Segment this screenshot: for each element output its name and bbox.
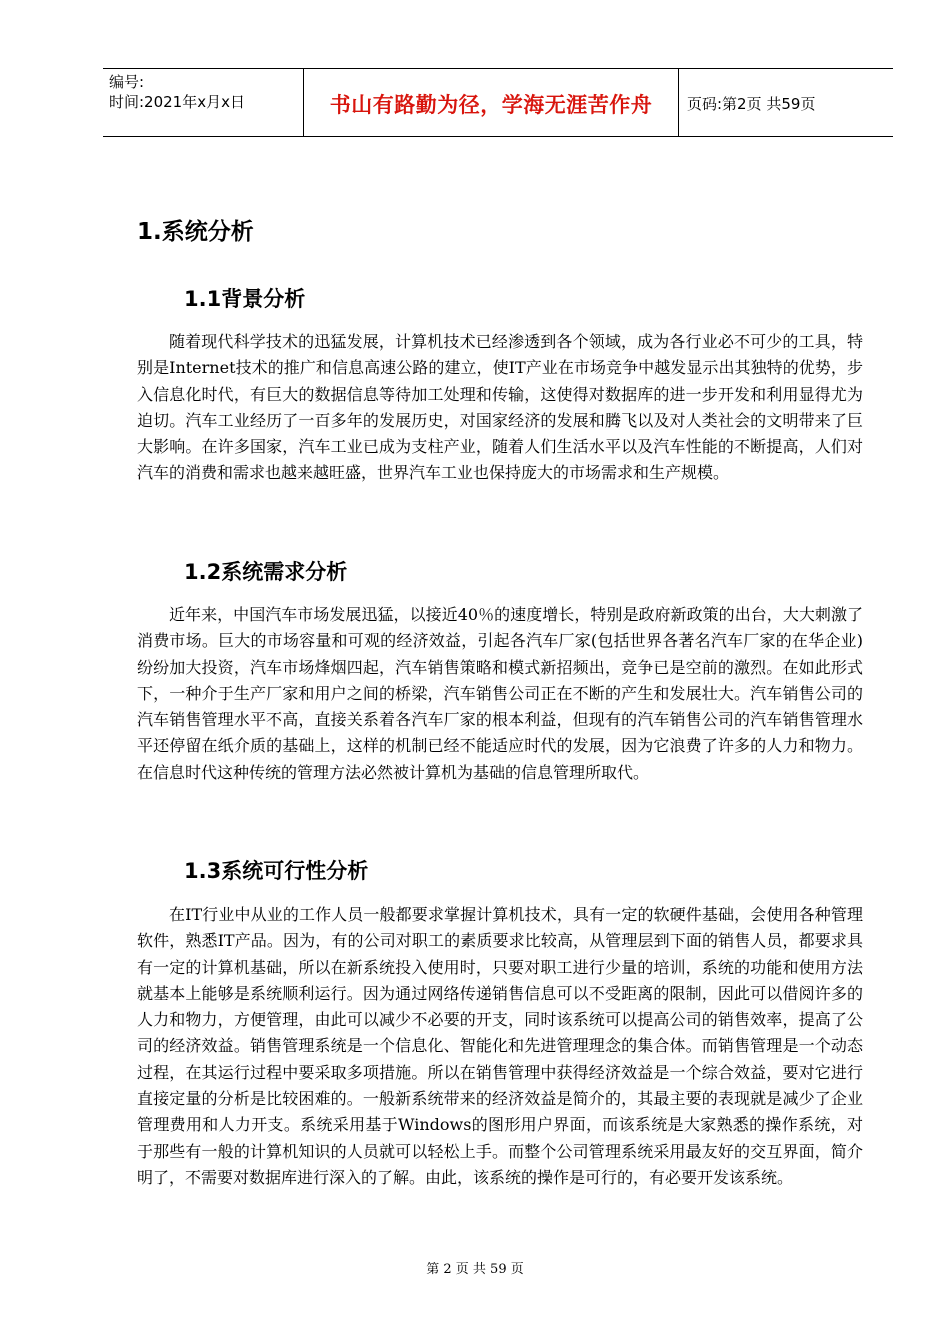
number-label: 编号: — [109, 73, 145, 91]
section-paragraph-1-3: 在IT行业中从业的工作人员一般都要求掌握计算机技术，具有一定的软硬件基础，会使用各种管理软件，熟悉IT产品。因为，有的公司对职工的素质要求比较高，从管理层到下面的销售人员，都要求具有一定的计算机基础，所以在新系统投入使用时，只要对职工进行少量的培训，系统的功能和使用方法就基本上能够是系统顺利运行。因为通过网络传递销售信息可以不受距离的限制，因此可以借阅许多的人力和物力，方便管理，由此可以减少不必要的开支，同时该系统可以提高公司的销售效率，提高了公司的经济效益。销售管理系统是一个信息化、智能化和先进管理理念的集合体。而销售管理是一个动态过程，在其运行过程中要采取多项措施。所以在销售管理中获得经济效益是一个综合效益，要对它进行直接定量的分析是比较困难的。一般新系统带来的经济效益是简介的，其最主要的表现就是减少了企业管理费用和人力开支。系统采用基于Windows的图形用户界面，而该系统是大家熟悉的操作系统，对于那些有一般的计算机知识的人员就可以轻松上手。而整个公司管理系统采用最友好的交互界面，简介明了，不需要对数据库进行深入的了解。由此，该系统的操作是可行的，有必要开发该系统。 — [137, 905, 863, 1187]
section-paragraph-1-1: 随着现代科学技术的迅猛发展，计算机技术已经渗透到各个领域，成为各行业必不可少的工具，特别是Internet技术的推广和信息高速公路的建立，使IT产业在市场竞争中越发显示出其独特的优势，步入信息化时代，有巨大的数据信息等待加工处理和传输，这使得对数据库的进一步开发和利用显得尤为迫切。汽车工业经历了一百多年的发展历史，对国家经济的发展和腾飞以及对人类社会的文明带来了巨大影响。在许多国家，汽车工业已成为支柱产业，随着人们生活水平以及汽车性能的不断提高，人们对汽车的消费和需求也越来越旺盛，世界汽车工业也保持庞大的市场需求和生产规模。 — [137, 332, 863, 483]
page-header — [103, 68, 893, 137]
section-heading-1-3: 1.3系统可行性分析 — [184, 859, 369, 883]
header-page-label: 页码:第2页 共59页 — [687, 95, 816, 113]
time-label: 时间:2021年x月x日 — [109, 93, 245, 111]
section-heading-1-1: 1.1背景分析 — [184, 287, 306, 311]
chapter-title: 1.系统分析 — [137, 219, 254, 245]
header-page-cell — [679, 69, 893, 136]
header-meta-cell — [103, 69, 304, 136]
section-paragraph-1-2: 近年来，中国汽车市场发展迅猛，以接近40％的速度增长，特别是政府新政策的出台，大大刺激了消费市场。巨大的市场容量和可观的经济效益，引起各汽车厂家(包括世界各著名汽车厂家的在华企业)纷纷加大投资，汽车市场烽烟四起，汽车销售策略和模式新招频出，竞争已是空前的激烈。在如此形式下，一种介于生产厂家和用户之间的桥梁，汽车销售公司正在不断的产生和发展壮大。汽车销售公司的汽车销售管理水平不高，直接关系着各汽车厂家的根本利益，但现有的汽车销售公司的汽车销售管理水平还停留在纸介质的基础上，这样的机制已经不能适应时代的发展，因为它浪费了许多的人力和物力。在信息时代这种传统的管理方法必然被计算机为基础的信息管理所取代。 — [137, 605, 863, 782]
page-footer: 第 2 页 共 59 页 — [426, 1262, 524, 1277]
header-motto-cell — [304, 69, 679, 136]
motto-text: 书山有路勤为径，学海无涯苦作舟 — [329, 93, 653, 117]
section-heading-1-2: 1.2系统需求分析 — [184, 560, 348, 584]
